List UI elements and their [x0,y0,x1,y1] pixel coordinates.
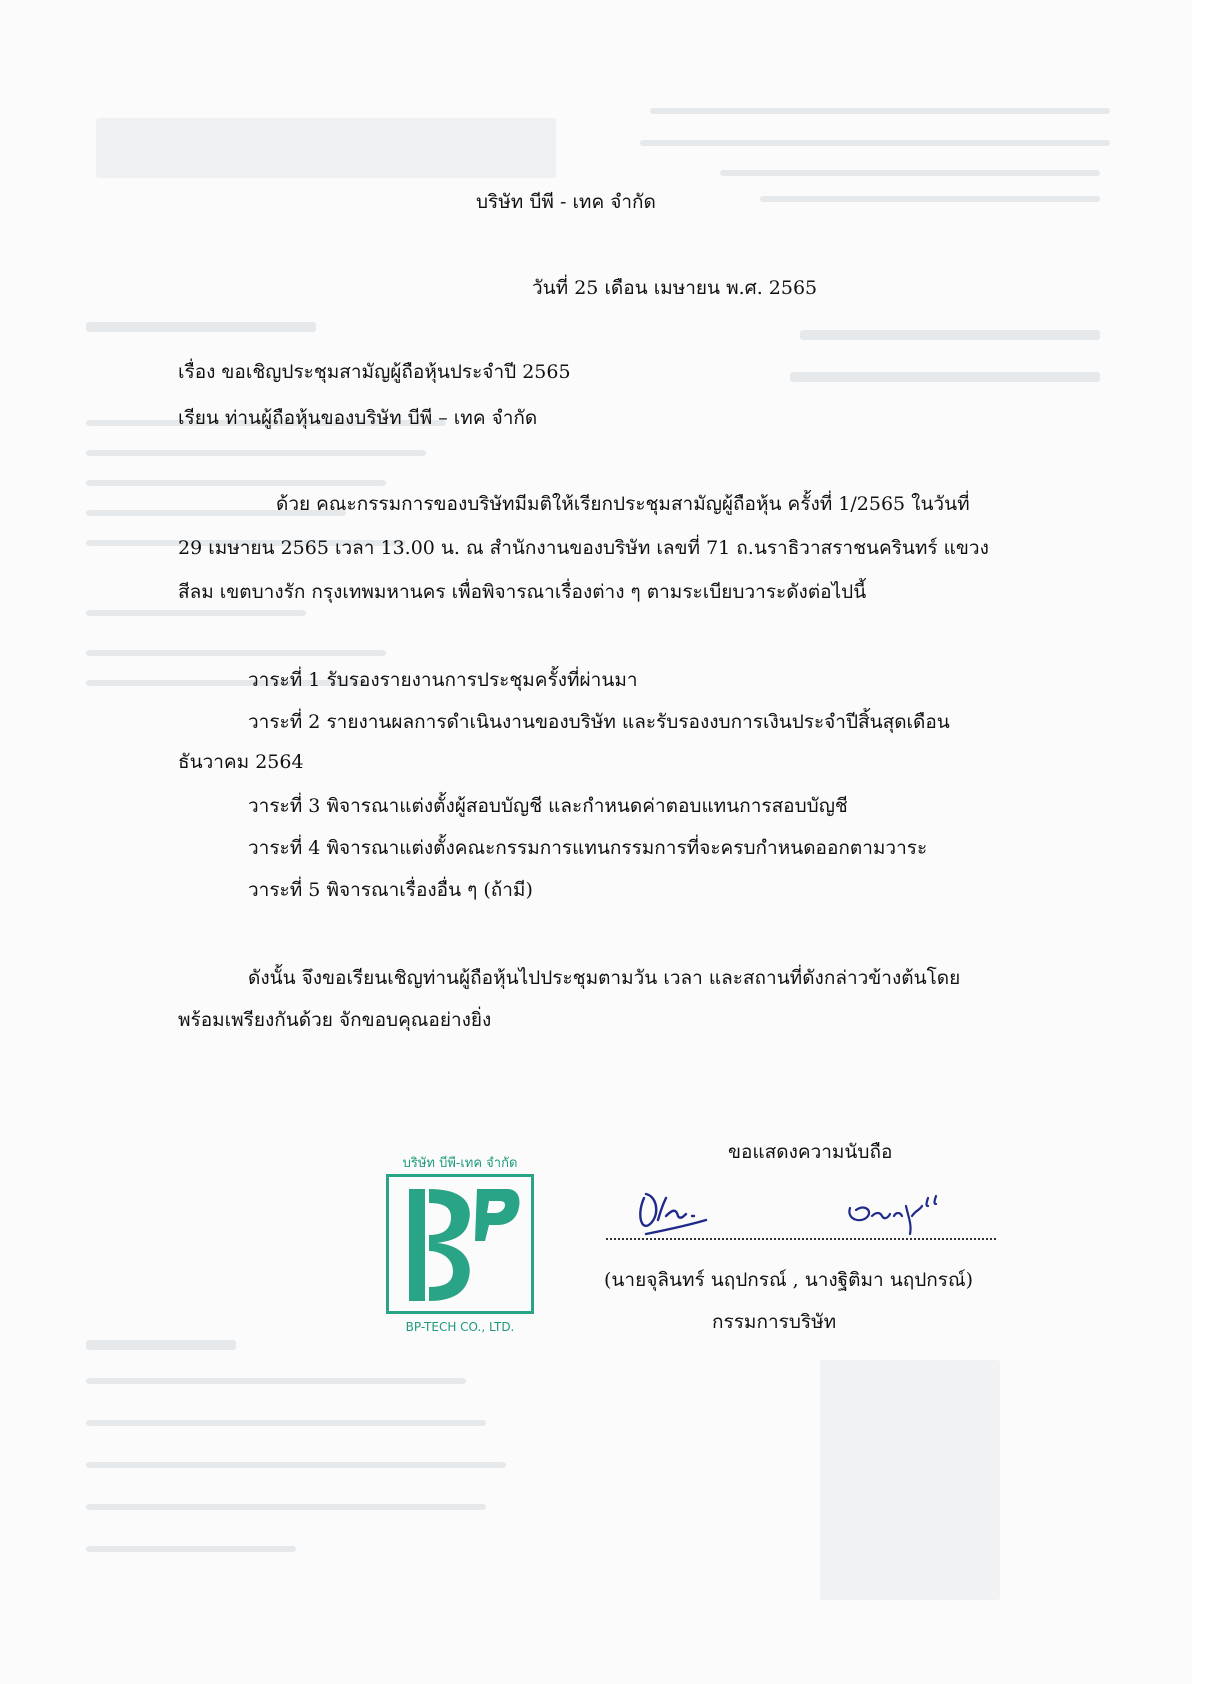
subject-line: เรื่อง ขอเชิญประชุมสามัญผู้ถือหุ้นประจำปี 2565 [178,361,571,383]
signatory-title: กรรมการบริษัท [712,1311,837,1333]
agenda-item: วาระที่ 5 พิจารณาเรื่องอื่น ๆ (ถ้ามี) [248,879,533,901]
closing-line: พร้อมเพรียงกันด้วย จักขอบคุณอย่างยิ่ง [178,1009,492,1031]
agenda-item-continuation: ธันวาคม 2564 [178,751,304,773]
signature-dotted-line [606,1238,996,1240]
signatory-names: (นายจุลินทร์ นฤปกรณ์ , นางฐิติมา นฤปกรณ์) [604,1269,974,1291]
bp-logo-icon [389,1177,531,1311]
handwritten-signatures [606,1176,996,1246]
recipient-line: เรียน ท่านผู้ถือหุ้นของบริษัท บีพี – เทค จำกัด [178,407,538,429]
body-line: ด้วย คณะกรรมการของบริษัทมีมติให้เรียกประชุมสามัญผู้ถือหุ้น ครั้งที่ 1/2565 ในวันที่ [276,493,970,515]
agenda-item: วาระที่ 4 พิจารณาแต่งตั้งคณะกรรมการแทนกรรมการที่จะครบกำหนดออกตามวาระ [248,837,928,859]
date-line: วันที่ 25 เดือน เมษายน พ.ศ. 2565 [532,277,818,299]
company-title: บริษัท บีพี - เทค จำกัด [476,191,656,213]
agenda-item: วาระที่ 1 รับรองรายงานการประชุมครั้งที่ผ่านมา [248,669,638,691]
page-edge [1192,0,1224,1684]
closing-line: ดังนั้น จึงขอเรียนเชิญท่านผู้ถือหุ้นไปประชุมตามวัน เวลา และสถานที่ดังกล่าวข้างต้นโดย [248,967,961,989]
body-line: 29 เมษายน 2565 เวลา 13.00 น. ณ สำนักงานของบริษัท เลขที่ 71 ถ.นราธิวาสราชนครินทร์ แขวง [178,537,989,559]
company-stamp [380,1152,540,1338]
stamp-thai-name: บริษัท บีพี-เทค จำกัด [402,1156,518,1171]
stamp-english-name: BP-TECH CO., LTD. [405,1320,515,1334]
agenda-item: วาระที่ 3 พิจารณาแต่งตั้งผู้สอบบัญชี และกำหนดค่าตอบแทนการสอบบัญชี [248,795,848,817]
signature-area [606,1176,996,1256]
regards-text: ขอแสดงความนับถือ [728,1141,893,1163]
stamp-logo-box [386,1174,534,1314]
body-line: สีลม เขตบางรัก กรุงเทพมหานคร เพื่อพิจารณาเรื่องต่าง ๆ ตามระเบียบวาระดังต่อไปนี้ [178,581,867,603]
agenda-item: วาระที่ 2 รายงานผลการดำเนินงานของบริษัท และรับรองงบการเงินประจำปีสิ้นสุดเดือน [248,711,950,733]
